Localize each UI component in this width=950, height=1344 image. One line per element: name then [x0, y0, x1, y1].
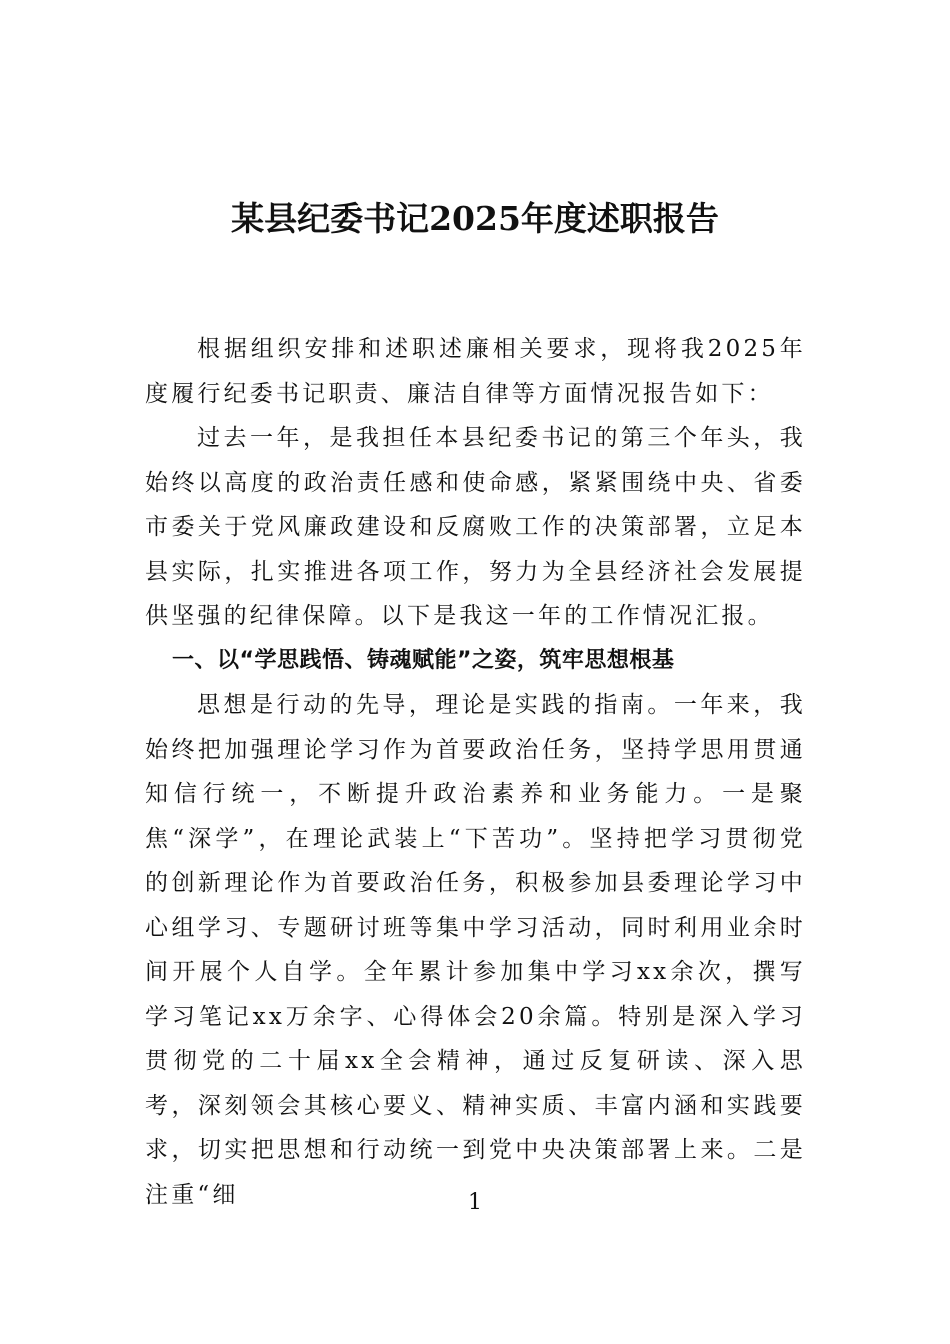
document-body — [145, 327, 806, 1217]
section-paragraph: 思想是行动的先导，理论是实践的指南。一年来，我始终把加强理论学习作为首要政治任务，坚持学思用贯通知信行统一，不断提升政治素养和业务能力。一是聚焦“深学”，在理论武装上“下苦功”。坚持把学习贯彻党的创新理论作为首要政治任务，积极参加县委理论学习中心组学习、专题研讨班等集中学习活动，同时利用业余时间开展个人自学。全年累计参加集中学习xx余次，撰写学习笔记xx万余字、心得体会20余篇。特别是深入学习贯彻党的二十届xx全会精神，通过反复研读、深入思考，深刻领会其核心要义、精神实质、丰富内涵和实践要求，切实把思想和行动统一到党中央决策部署上来。二是注重“细 — [145, 692, 806, 1208]
intro-paragraph: 根据组织安排和述职述廉相关要求，现将我2025年度履行纪委书记职责、廉洁自律等方面情况报告如下： — [145, 336, 806, 407]
overview-paragraph: 过去一年，是我担任本县纪委书记的第三个年头，我始终以高度的政治责任感和使命感，紧紧围绕中央、省委市委关于党风廉政建设和反腐败工作的决策部署，立足本县实际，扎实推进各项工作，努力为全县经济社会发展提供坚强的纪律保障。以下是我这一年的工作情况汇报。 — [145, 425, 806, 629]
section-heading: 一、以“学思践悟、铸魂赋能”之姿，筑牢思想根基 — [172, 647, 675, 673]
page-number: 1 — [468, 1190, 482, 1215]
document-title: 某县纪委书记2025年度述职报告 — [231, 199, 719, 238]
